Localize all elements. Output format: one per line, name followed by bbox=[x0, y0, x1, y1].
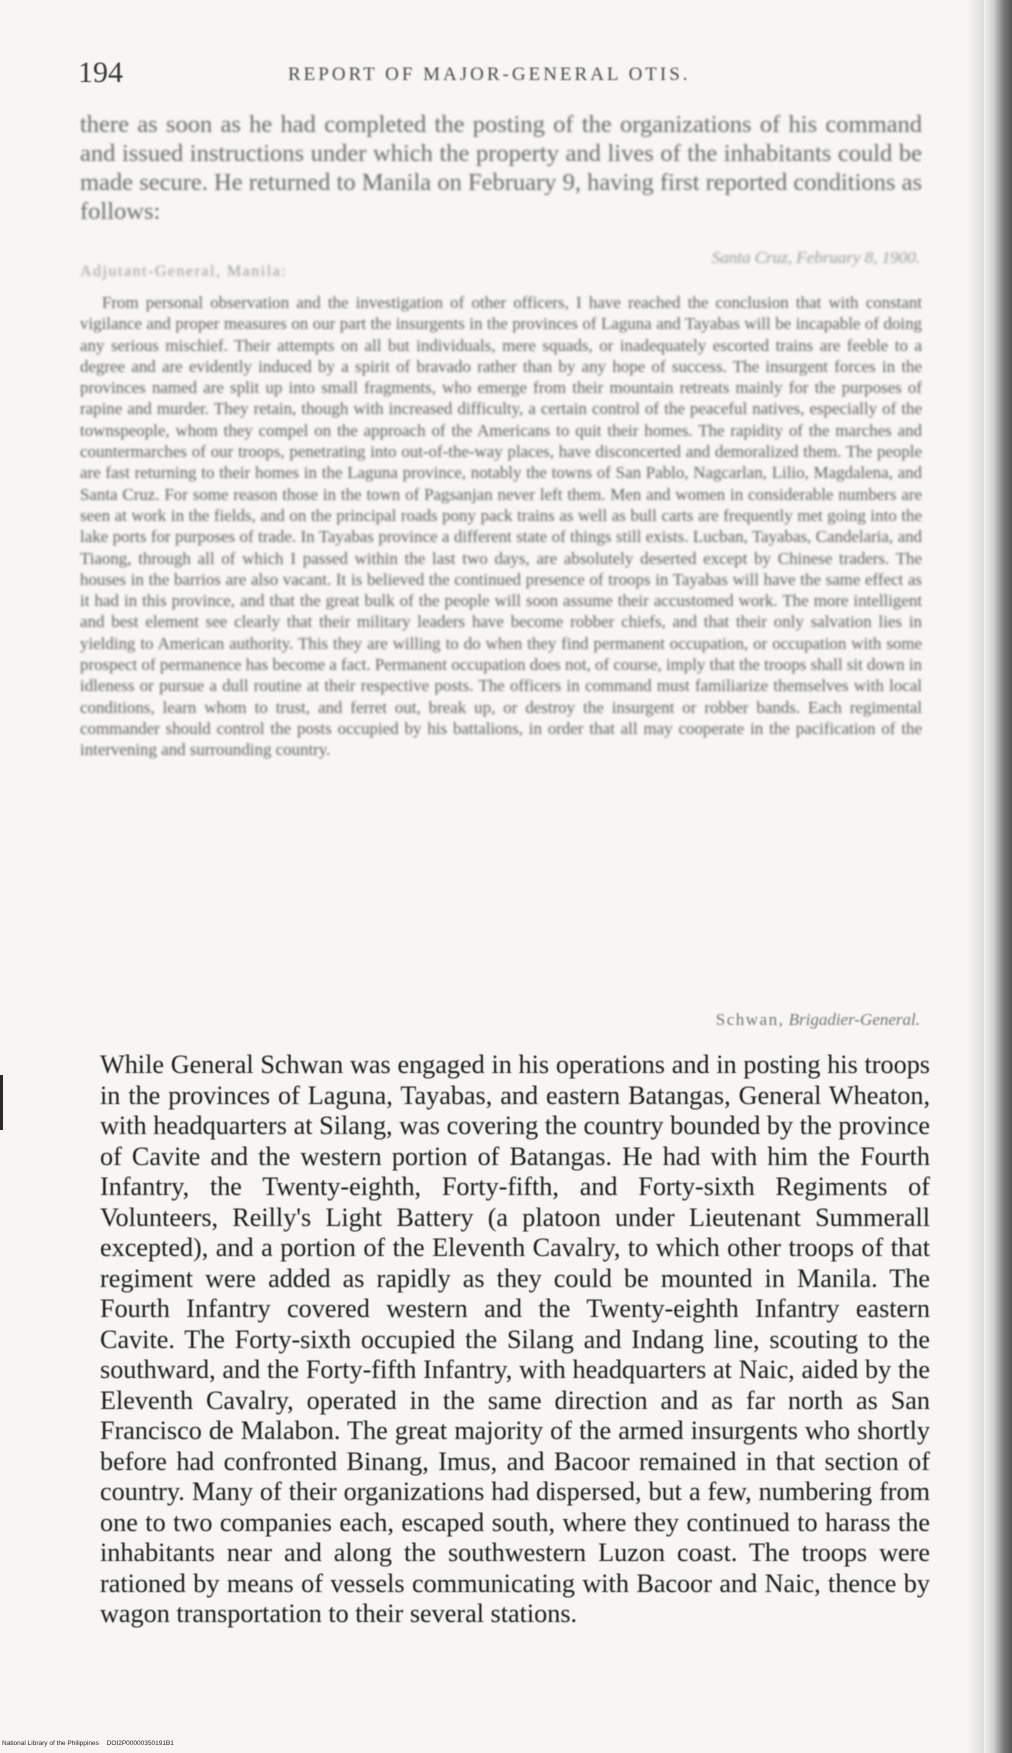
signature-name: Schwan, bbox=[715, 1010, 785, 1029]
scan-shadow bbox=[966, 0, 984, 1753]
footer-record-id: DOI2P00000350191B1 bbox=[106, 1740, 174, 1747]
page-header bbox=[78, 56, 928, 96]
footer-library: National Library of the Philippines bbox=[2, 1740, 99, 1747]
signature-rank: Brigadier-General. bbox=[788, 1010, 920, 1029]
main-paragraph-text: While General Schwan was engaged in his operations and in posting his troops in the provinces of Laguna, Tayabas, and eastern Batangas, General Wheaton, with headquarters at Silang, was covering the country bounded by the province of Cavite and the western portion of Batangas. He had with him the Fourth Infantry, the Twenty-eighth, Forty-fifth, and Forty-sixth Regiments of Volunteers, Reilly's Light Battery (a platoon under Lieutenant Summerall excepted), and a portion of the Eleventh Cavalry, to which other troops of that regiment were added as rapidly as they could be mounted in Manila. The Fourth Infantry covered western and the Twenty-eighth Infantry eastern Cavite. The Forty-sixth occupied the Silang and Indang line, scouting to the southward, and the Forty-fifth Infantry, with headquarters at Naic, aided by the Eleventh Cavalry, operated in the same direction and as far north as San Francisco de Malabon. The great majority of the armed insurgents who shortly before had confronted Binang, Imus, and Bacoor remained in that section of country. Many of their organizations had dispersed, but a few, numbering from one to two companies each, escaped south, where they continued to harass the inhabitants near and along the southwestern Luzon coast. The troops were rationed by means of vessels communicating with Bacoor and Naic, thence by wagon transportation to their several stations. bbox=[100, 1050, 930, 1628]
scan-edge bbox=[984, 0, 1012, 1753]
letter-dateline: Santa Cruz, February 8, 1900. bbox=[711, 248, 920, 267]
scan-margin-mark bbox=[0, 1075, 3, 1130]
letter-address: Adjutant-General, Manila: bbox=[80, 263, 288, 280]
page-footer bbox=[2, 1740, 174, 1747]
letter-body: From personal observation and the investigation of other officers, I have reached the conclusion that with constant vigilance and proper measures on our part the insurgents in the provinces of Laguna and Tayabas will be incapable of doing any serious mischief. Their attempts on all but individuals, mere squads, or inadequately escorted trains are feeble to a degree and are evidently induced by a spirit of bravado rather than by any hope of success. The insurgent forces in the provinces named are split up into small fragments, who emerge from their mountain retreats mainly for the purposes of rapine and murder. They retain, though with increased difficulty, a certain control of the peaceful natives, especially of the townspeople, whom they compel on the approach of the Americans to quit their homes. The rapidity of the marches and countermarches of our troops, penetrating into out-of-the-way places, have disconcerted and demoralized them. The people are fast returning to their homes in the Laguna province, notably the towns of San Pablo, Nagcarlan, Lilio, Magdalena, and Santa Cruz. For some reason those in the town of Pagsanjan never left them. Men and women in considerable numbers are seen at work in the fields, and on the principal roads pony pack trains as well as bull carts are frequently met going into the lake ports for purposes of trade. In Tayabas province a different state of things still exists. Lucban, Tayabas, Candelaria, and Tiaong, through all of which I passed within the last two days, are absolutely deserted except by Chinese traders. The houses in the barrios are also vacant. It is believed the continued presence of troops in Tayabas will have the same effect as it had in this province, and that the great bulk of the people will soon assume their accustomed work. The more intelligent and best element see clearly that their military leaders have become robber chiefs, and that their only salvation lies in yielding to American authority. This they are willing to do when they find permanent occupation, or occupation with some prospect of permanence has become a fact. Permanent occupation does not, of course, imply that the troops shall sit down in idleness or pursue a dull routine at their respective posts. The officers in command must familiarize themselves with local conditions, learn whom to trust, and ferret out, break up, or destroy the insurgent or robber bands. Each regimental commander should control the posts occupied by his battalions, in order that all may cooperate in the pacification of the intervening and surrounding country. bbox=[80, 293, 922, 760]
main-paragraph bbox=[100, 1050, 930, 1630]
page-number: 194 bbox=[78, 56, 123, 89]
letter-signature bbox=[716, 1010, 920, 1030]
running-head: REPORT OF MAJOR-GENERAL OTIS. bbox=[288, 64, 691, 85]
intro-paragraph: there as soon as he had completed the posting of the organizations of his command and issued instructions under which the property and lives of the inhabitants could be made secure. He returned to Manila on February 9, having first reported conditions as follows: bbox=[80, 111, 922, 225]
